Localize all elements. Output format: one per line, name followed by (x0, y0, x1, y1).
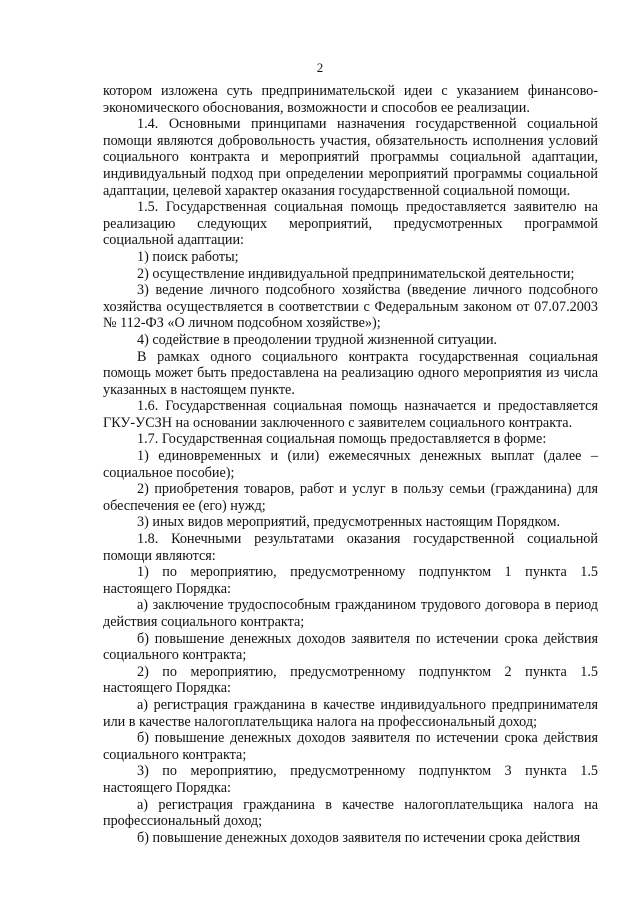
paragraph: В рамках одного социального контракта государственная социальная помощь может быть предоставлена на реализацию одного мероприятия из числа указанных в настоящем пункте. (103, 348, 598, 398)
paragraph: 1.5. Государственная социальная помощь предоставляется заявителю на реализацию следующих мероприятий, предусмотренных программой социальной адаптации: (103, 199, 598, 249)
paragraph: котором изложена суть предпринимательской идеи с указанием финансово-экономического обоснования, возможности и способов ее реализации. (103, 83, 598, 116)
paragraph: 1.8. Конечными результатами оказания государственной социальной помощи являются: (103, 531, 598, 564)
list-item: б) повышение денежных доходов заявителя по истечении срока действия (137, 829, 581, 846)
list-item: 4) содействие в преодолении трудной жизненной ситуации. (137, 331, 498, 348)
list-item: 2) осуществление индивидуальной предпринимательской деятельности; (137, 265, 575, 282)
document-body (103, 83, 598, 846)
list-item: 2) по мероприятию, предусмотренному подпунктом 2 пункта 1.5 настоящего Порядка: (103, 663, 598, 697)
list-item: а) регистрация гражданина в качестве индивидуального предпринимателя или в качестве налогоплательщика налога на профессиональный доход; (103, 696, 598, 730)
list-item: 3) иных видов мероприятий, предусмотренных настоящим Порядком. (137, 514, 561, 531)
paragraph: 1.7. Государственная социальная помощь предоставляется в форме: (137, 431, 547, 448)
list-item: 1) по мероприятию, предусмотренному подпунктом 1 пункта 1.5 настоящего Порядка: (103, 564, 598, 597)
list-item: 3) по мероприятию, предусмотренному подпунктом 3 пункта 1.5 настоящего Порядка: (103, 763, 598, 796)
page-number: 2 (316, 60, 324, 75)
paragraph: 1.4. Основными принципами назначения государственной социальной помощи являются добровольность участия, обязательность исполнения условий социального контракта и мероприятий программы социальной адаптации, индивидуальный подход при определении мероприятий программы социальной адаптации, целевой характер оказания государственной социальной помощи. (103, 116, 598, 199)
list-item: 3) ведение личного подсобного хозяйства (введение личного подсобного хозяйства осуществляется в соответствии с Федеральным законом от 07.07.2003 № 112-ФЗ «О личном подсобном хозяйстве»); (103, 282, 598, 332)
list-item: 1) единовременных и (или) ежемесячных денежных выплат (далее – социальное пособие); (103, 448, 598, 481)
list-item: 2) приобретения товаров, работ и услуг в пользу семьи (гражданина) для обеспечения ее (его) нужд; (103, 481, 598, 514)
list-item: б) повышение денежных доходов заявителя по истечении срока действия социального контракта; (103, 730, 598, 763)
list-item: б) повышение денежных доходов заявителя по истечении срока действия социального контракта; (103, 630, 598, 664)
list-item: а) заключение трудоспособным гражданином трудового договора в период действия социального контракта; (103, 597, 598, 630)
list-item: 1) поиск работы; (137, 248, 239, 265)
list-item: а) регистрация гражданина в качестве налогоплательщика налога на профессиональный доход; (103, 796, 598, 830)
paragraph: 1.6. Государственная социальная помощь назначается и предоставляется ГКУ-УСЗН на основании заключенного с заявителем социального контракта. (103, 398, 598, 431)
